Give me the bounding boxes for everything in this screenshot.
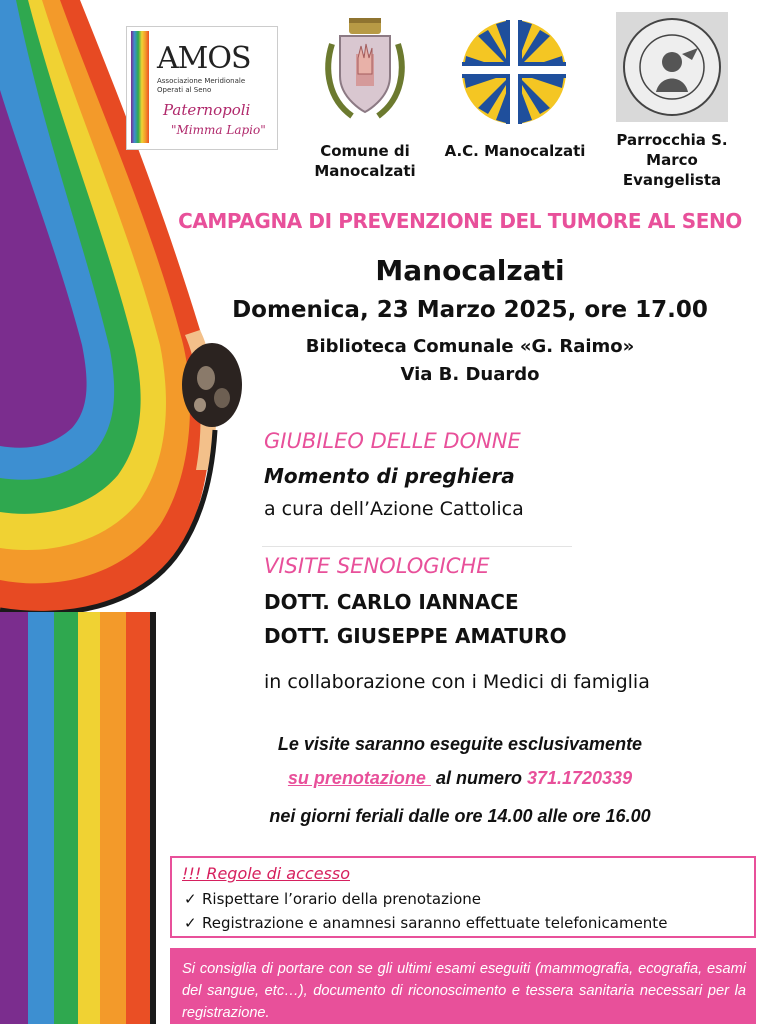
rules-item-text: Rispettare l’orario della prenotazione [202, 890, 482, 908]
giubileo-text: a cura dell’Azione Cattolica [264, 498, 524, 520]
comune-caption: Comune di Manocalzati [314, 142, 416, 180]
rules-item-text: Registrazione e anamnesi saranno effettuate telefonicamente [202, 914, 668, 932]
ac-cross-icon [458, 16, 570, 128]
check-icon: ✓ [184, 914, 197, 932]
doctor-1: DOTT. CARLO IANNACE [264, 590, 519, 614]
booking-link[interactable]: su prenotazione [287, 768, 431, 788]
booking-line-1: Le visite saranno eseguite esclusivamente [277, 734, 643, 754]
event-datetime: Domenica, 23 Marzo 2025, ore 17.00 [232, 297, 708, 323]
doctor-2: DOTT. GIUSEPPE AMATURO [264, 624, 567, 648]
booking-line-2 [200, 768, 720, 789]
rules-item [184, 890, 481, 908]
parrocchia-seal [616, 12, 728, 122]
campaign-title: CAMPAGNA DI PREVENZIONE DEL TUMORE AL SENO [178, 209, 742, 233]
visite-collab: in collaborazione con i Medici di famiglia [264, 671, 650, 693]
venue-name: Biblioteca Comunale «G. Raimo» [305, 336, 635, 357]
access-rules-box [170, 856, 756, 938]
amos-logo [126, 26, 278, 150]
ac-logo [458, 16, 570, 128]
comune-coat-of-arms [322, 14, 408, 126]
documents-note: Si consiglia di portare con se gli ultimi esami eseguiti (mammografia, ecografia, esami del sangue, etc…), documento di riconoscimento e tessera sanitaria necessari per la registrazione. [170, 948, 756, 1024]
amos-person: "Mimma Lapio" [171, 123, 266, 137]
giubileo-title: GIUBILEO DELLE DONNE [264, 429, 521, 453]
amos-rainbow-stripes [131, 31, 149, 143]
venue-address: Via B. Duardo [400, 364, 540, 385]
amos-wordmark: AMOS [157, 41, 251, 76]
check-icon: ✓ [184, 890, 197, 908]
amos-city: Paternopoli [163, 101, 251, 119]
parrocchia-caption: Parrocchia S. Marco Evangelista [616, 131, 728, 189]
booking-mid: al numero [430, 768, 527, 788]
event-venue [260, 333, 680, 389]
event-city: Manocalzati [375, 254, 565, 287]
rules-item [184, 914, 667, 932]
visite-title: VISITE SENOLOGICHE [264, 554, 490, 578]
amos-subtitle: Associazione Meridionale Operati al Seno [157, 77, 246, 94]
ac-caption: A.C. Manocalzati [444, 142, 586, 160]
giubileo-subtitle: Momento di preghiera [264, 464, 515, 488]
coat-of-arms-icon [322, 14, 408, 126]
booking-line-3: nei giorni feriali dalle ore 14.00 alle ore 16.00 [269, 806, 651, 826]
rules-title: !!! Regole di accesso [182, 864, 350, 883]
booking-phone[interactable]: 371.1720339 [526, 768, 633, 788]
seal-icon [616, 12, 728, 122]
section-divider [262, 546, 572, 547]
